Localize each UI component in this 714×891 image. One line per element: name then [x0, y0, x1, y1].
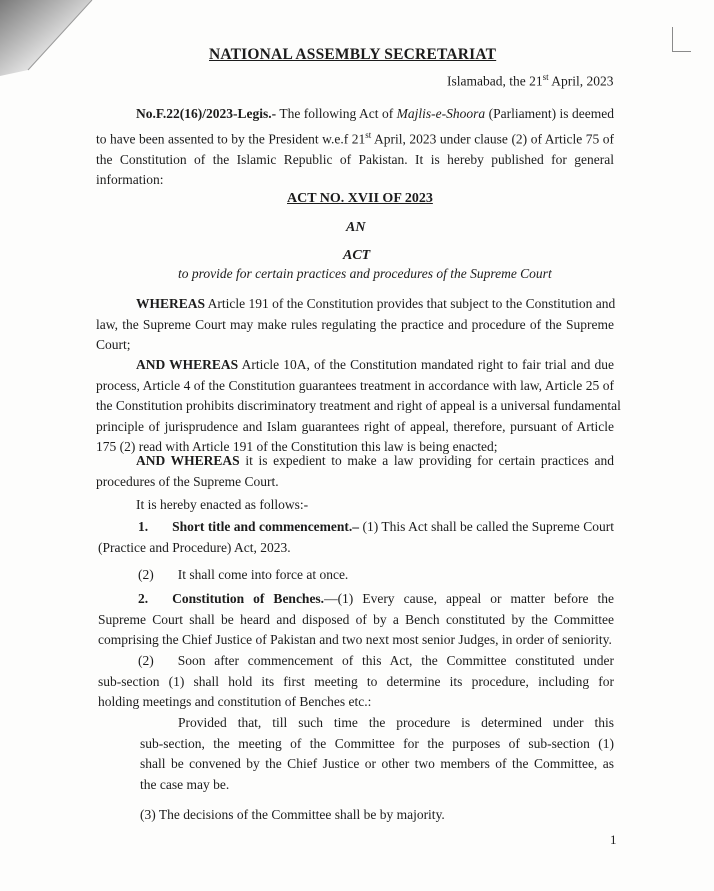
- whereas-paragraph-3: AND WHEREAS it is expedient to make a law providing for certain practices and procedures of the Supreme Court.: [96, 453, 614, 489]
- section-1: 1. Short title and commencement.– (1) This Act shall be called the Supreme Court (Practice and Procedure) Act, 2023.: [98, 519, 614, 555]
- document-title: NATIONAL ASSEMBLY SECRETARIAT: [209, 46, 497, 63]
- whereas-paragraph-1: WHEREAS Article 191 of the Constitution provides that subject to the Constitution and law, the Supreme Court may make rules regulating the practice and procedure of the Supreme Court;: [96, 296, 616, 352]
- act-heading: ACT: [343, 248, 371, 263]
- crop-mark: [672, 27, 691, 52]
- whereas-paragraph-2: AND WHEREAS Article 10A, of the Constitution mandated right to fair trial and due process, Article 4 of the Constitution guarantees treatment in accordance with law, Article 25 of the Constitution prohibits discriminatory treatment and right of appeal is a universal fundamental principle of jurisprudence and Islam guarantees right of appeal, therefore, pursuant of Article 175 (2) read with Article 191 of the Constitution this law is being enacted;: [96, 357, 621, 454]
- notification-paragraph: No.F.22(16)/2023-Legis.- The following Act of Majlis-e-Shoora (Parliament) is deemed to have been assented to by the President w.e.f 21st April, 2023 under clause (2) of Article 75 of the Constitution of the Islamic Republic of Pakistan. It is hereby published for general information:: [96, 106, 614, 187]
- proviso: Provided that, till such time the procedure is determined under this sub-section, the meeting of the Committee for the purposes of sub-section (1) shall be convened by the Chief Justice or other two members of the Committee, as the case may be.: [140, 715, 614, 792]
- issue-date: Islamabad, the 21st April, 2023: [447, 72, 614, 89]
- enactment-clause: It is hereby enacted as follows:-: [136, 497, 309, 512]
- page-number: 1: [610, 832, 617, 847]
- section-1-subsection-2: (2) It shall come into force at once.: [138, 567, 349, 582]
- notification-ref: No.F.22(16)/2023-Legis.-: [136, 106, 277, 121]
- act-an: AN: [346, 220, 366, 235]
- section-2-subsection-2: (2) Soon after commencement of this Act, the Committee constituted under sub-section (1) shall hold its first meeting to determine its procedure, including for holding meetings and constitution of Benches etc.:: [98, 653, 614, 709]
- act-number: ACT NO. XVII OF 2023: [287, 191, 433, 206]
- section-2-subsection-3: (3) The decisions of the Committee shall be by majority.: [140, 807, 445, 822]
- page-fold-shadow: [0, 0, 110, 80]
- section-2: 2. Constitution of Benches.—(1) Every cause, appeal or matter before the Supreme Court shall be heard and disposed of by a Bench constituted by the Committee comprising the Chief Justice of Pakistan and two next most senior Judges, in order of seniority.: [98, 591, 614, 647]
- act-subtitle: to provide for certain practices and procedures of the Supreme Court: [178, 266, 552, 281]
